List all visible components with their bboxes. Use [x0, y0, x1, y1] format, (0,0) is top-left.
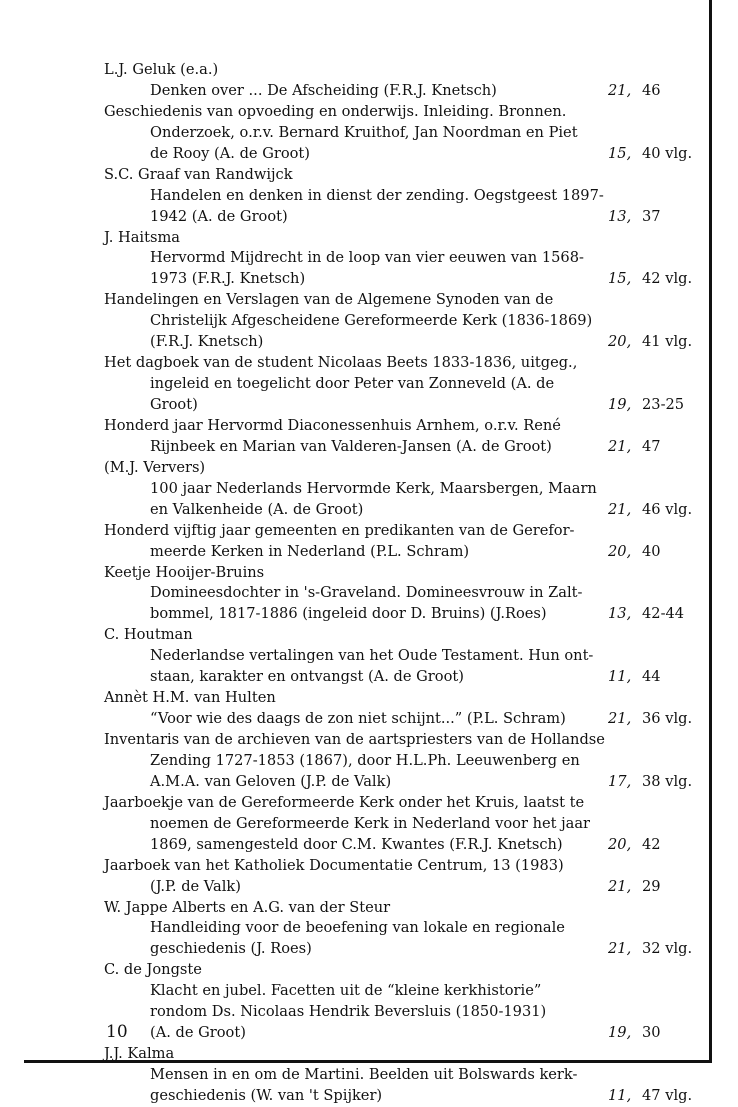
volume-number: 21, — [608, 940, 632, 958]
volume-number: 21, — [608, 500, 632, 518]
page-reference: 29 — [642, 877, 661, 895]
page-reference: 38 vlg. — [642, 772, 693, 790]
entry-reference — [608, 709, 692, 730]
entry-author: (M.J. Ververs) — [104, 458, 206, 476]
entry-text-line — [104, 207, 704, 228]
entry-author: C. Houtman — [104, 626, 193, 644]
entry-text-line — [104, 814, 704, 835]
entry-title-line — [104, 521, 704, 542]
bibliography-entry — [104, 60, 704, 102]
entry-text: Rijnbeek en Marian van Valderen-Jansen (A. de Groot) — [150, 437, 552, 455]
volume-number: 19, — [608, 396, 632, 413]
entry-text-line — [104, 709, 704, 730]
bibliography-entry — [104, 353, 704, 416]
page-reference: 41 vlg. — [642, 333, 693, 351]
entry-text-line — [104, 123, 704, 144]
entry-text: Klacht en jubel. Facetten uit de “kleine kerkhistorie” — [150, 982, 542, 1000]
entry-text: ingeleid en toegelicht door Peter van Zonneveld (A. de — [150, 375, 555, 393]
entry-author: S.C. Graaf van Randwijck — [104, 165, 293, 183]
page-reference: 46 — [642, 81, 661, 99]
page-reference: 42 vlg. — [642, 270, 693, 288]
entry-text-line — [104, 981, 704, 1002]
entry-text: Honderd vijftig jaar gemeenten en predikanten van de Gerefor- — [104, 521, 575, 539]
entry-text-line — [104, 835, 704, 856]
bibliography-entry — [104, 793, 704, 856]
volume-number: 13, — [608, 207, 632, 225]
entry-reference — [608, 332, 692, 353]
entry-text: (F.R.J. Knetsch) — [150, 333, 264, 351]
entry-title-line — [104, 856, 704, 877]
entry-text-line — [104, 1002, 704, 1023]
bibliography-entry — [104, 688, 704, 730]
entry-text-line — [104, 395, 704, 416]
entry-text-line — [104, 939, 704, 960]
entry-author: W. Jappe Alberts en A.G. van der Steur — [104, 898, 391, 916]
entry-text-line — [104, 144, 704, 165]
entry-text: Jaarboekje van de Gereformeerde Kerk onder het Kruis, laatst te — [104, 793, 585, 811]
entry-text: Jaarboek van het Katholiek Documentatie Centrum, 13 (1983) — [104, 856, 564, 874]
page-reference: 32 vlg. — [642, 940, 693, 958]
entry-text-line — [104, 1086, 704, 1107]
entry-text: staan, karakter en ontvangst (A. de Groot) — [150, 668, 464, 686]
entry-text-line — [104, 479, 704, 500]
bibliography-entry — [104, 416, 704, 458]
bibliography-entry — [104, 625, 704, 688]
page-reference: 42-44 — [642, 605, 685, 623]
entry-text-line — [104, 772, 704, 793]
right-border-rule — [709, 0, 712, 1062]
page-number: 10 — [106, 1022, 128, 1042]
entry-text: Onderzoek, o.r.v. Bernard Kruithof, Jan Noordman en Piet — [150, 123, 578, 141]
bibliography-entry — [104, 290, 704, 353]
volume-number: 21, — [608, 710, 632, 728]
entry-reference — [608, 604, 684, 625]
entry-text: Handelingen en Verslagen van de Algemene Synoden van de — [104, 291, 554, 309]
entry-text: geschiedenis (J. Roes) — [150, 940, 312, 958]
entry-text: Hervormd Mijdrecht in de loop van vier eeuwen van 1568- — [150, 249, 584, 267]
entry-text: Domineesdochter in 's-Graveland. Domineesvrouw in Zalt- — [150, 584, 583, 602]
entry-text-line — [104, 1065, 704, 1086]
entry-text: bommel, 1817-1886 (ingeleid door D. Bruins) (J.Roes) — [150, 605, 547, 623]
volume-number: 21, — [608, 81, 632, 99]
entry-text-line — [104, 1023, 704, 1044]
page-reference: 23-25 — [642, 396, 685, 413]
entry-title-line — [104, 102, 704, 123]
page-reference: 47 — [642, 437, 661, 455]
entry-text-line — [104, 248, 704, 269]
entry-text: Het dagboek van de student Nicolaas Beets 1833-1836, uitgeg., — [104, 354, 578, 372]
entry-reference — [608, 500, 692, 521]
page-reference: 40 — [642, 542, 661, 560]
bibliography-entry — [104, 458, 704, 521]
entry-text-line — [104, 332, 704, 353]
entry-text-line — [104, 81, 704, 102]
entry-text: noemen de Gereformeerde Kerk in Nederland voor het jaar — [150, 814, 591, 832]
entry-text: 1869, samengesteld door C.M. Kwantes (F.R.J. Knetsch) — [150, 835, 563, 853]
entry-text: Mensen in en om de Martini. Beelden uit Bolswards kerk- — [150, 1066, 578, 1083]
bibliography-entry — [104, 228, 704, 291]
entry-reference — [608, 81, 661, 102]
volume-number: 11, — [608, 668, 632, 686]
entry-text-line — [104, 646, 704, 667]
bibliography-entry — [104, 1044, 704, 1107]
volume-number: 20, — [608, 542, 632, 560]
entry-text-line — [104, 751, 704, 772]
entry-text: en Valkenheide (A. de Groot) — [150, 500, 364, 518]
entry-reference — [608, 1023, 661, 1044]
entry-text: rondom Ds. Nicolaas Hendrik Beversluis (1850-1931) — [150, 1003, 547, 1021]
entry-text: Groot) — [150, 396, 198, 413]
entry-text-line — [104, 374, 704, 395]
entry-text-line — [104, 186, 704, 207]
entry-reference — [608, 395, 684, 416]
entry-title-line — [104, 416, 704, 437]
volume-number: 15, — [608, 270, 632, 288]
entry-text: Denken over ... De Afscheiding (F.R.J. Knetsch) — [150, 81, 497, 99]
volume-number: 15, — [608, 144, 632, 162]
entry-reference — [608, 939, 692, 960]
entry-text: de Rooy (A. de Groot) — [150, 144, 310, 162]
page-reference: 30 — [642, 1024, 661, 1042]
entry-author: J. Haitsma — [104, 228, 180, 246]
bibliography-entry — [104, 102, 704, 165]
entry-text-line — [104, 542, 704, 563]
entry-author: Keetje Hooijer-Bruins — [104, 563, 265, 581]
entry-author: Annèt H.M. van Hulten — [104, 689, 276, 707]
entry-text-line — [104, 500, 704, 521]
entry-text: A.M.A. van Geloven (J.P. de Valk) — [150, 772, 392, 790]
volume-number: 21, — [608, 877, 632, 895]
page-reference: 37 — [642, 207, 661, 225]
entry-text: (A. de Groot) — [150, 1024, 246, 1042]
entry-text: geschiedenis (W. van 't Spijker) — [150, 1086, 383, 1104]
entry-reference — [608, 437, 661, 458]
entry-text-line — [104, 269, 704, 290]
page-reference: 40 vlg. — [642, 144, 693, 162]
page-reference: 36 vlg. — [642, 710, 693, 728]
page-reference: 42 — [642, 835, 661, 853]
entry-text: Honderd jaar Hervormd Diaconessenhuis Arnhem, o.r.v. René — [104, 416, 561, 434]
entry-text-line — [104, 604, 704, 625]
entry-reference — [608, 835, 661, 856]
entry-text: 1942 (A. de Groot) — [150, 207, 288, 225]
bibliography-entry — [104, 960, 704, 1044]
bibliography-entry — [104, 856, 704, 898]
entry-text: Handelen en denken in dienst der zending. Oegstgeest 1897- — [150, 186, 604, 204]
volume-number: 11, — [608, 1086, 632, 1104]
entry-reference — [608, 772, 692, 793]
entry-text: Nederlandse vertalingen van het Oude Testament. Hun ont- — [150, 647, 594, 665]
entry-reference — [608, 207, 661, 228]
volume-number: 17, — [608, 772, 632, 790]
entry-text: “Voor wie des daags de zon niet schijnt...” (P.L. Schram) — [150, 710, 566, 728]
entry-title-line — [104, 290, 704, 311]
bibliography-entry — [104, 563, 704, 626]
entry-text: 1973 (F.R.J. Knetsch) — [150, 270, 306, 288]
entry-text-line — [104, 667, 704, 688]
bibliography-entry — [104, 730, 704, 793]
entry-text: 100 jaar Nederlands Hervormde Kerk, Maarsbergen, Maarn — [150, 479, 597, 497]
entry-reference — [608, 144, 692, 165]
entry-reference — [608, 877, 661, 898]
volume-number: 20, — [608, 333, 632, 351]
volume-number: 21, — [608, 437, 632, 455]
entry-text: (J.P. de Valk) — [150, 877, 241, 895]
page-reference: 46 vlg. — [642, 500, 693, 518]
bibliography-entry — [104, 165, 704, 228]
entry-text: Geschiedenis van opvoeding en onderwijs. Inleiding. Bronnen. — [104, 102, 567, 120]
bibliography-entry — [104, 898, 704, 961]
entry-reference — [608, 1086, 692, 1107]
page-reference: 44 — [642, 668, 661, 686]
volume-number: 13, — [608, 605, 632, 623]
bibliography-list — [104, 60, 704, 1107]
entry-reference — [608, 667, 661, 688]
entry-title-line — [104, 353, 704, 374]
volume-number: 19, — [608, 1024, 632, 1042]
bibliography-entry — [104, 521, 704, 563]
entry-text: Inventaris van de archieven van de aartspriesters van de Hollandse — [104, 731, 605, 748]
entry-text: meerde Kerken in Nederland (P.L. Schram) — [150, 542, 470, 560]
entry-reference — [608, 269, 692, 290]
entry-text: Zending 1727-1853 (1867), door H.L.Ph. Leeuwenberg en — [150, 751, 580, 769]
page-reference: 47 vlg. — [642, 1086, 693, 1104]
entry-text-line — [104, 437, 704, 458]
entry-text-line — [104, 918, 704, 939]
entry-reference — [608, 542, 661, 563]
entry-author: L.J. Geluk (e.a.) — [104, 61, 219, 78]
entry-text: Handleiding voor de beoefening van lokale en regionale — [150, 919, 565, 937]
entry-title-line — [104, 730, 704, 751]
entry-author: C. de Jongste — [104, 961, 202, 979]
entry-text-line — [104, 583, 704, 604]
entry-text-line — [104, 311, 704, 332]
entry-title-line — [104, 793, 704, 814]
entry-text-line — [104, 877, 704, 898]
entry-text: Christelijk Afgescheidene Gereformeerde Kerk (1836-1869) — [150, 312, 593, 330]
entry-author: J.J. Kalma — [104, 1045, 175, 1063]
volume-number: 20, — [608, 835, 632, 853]
